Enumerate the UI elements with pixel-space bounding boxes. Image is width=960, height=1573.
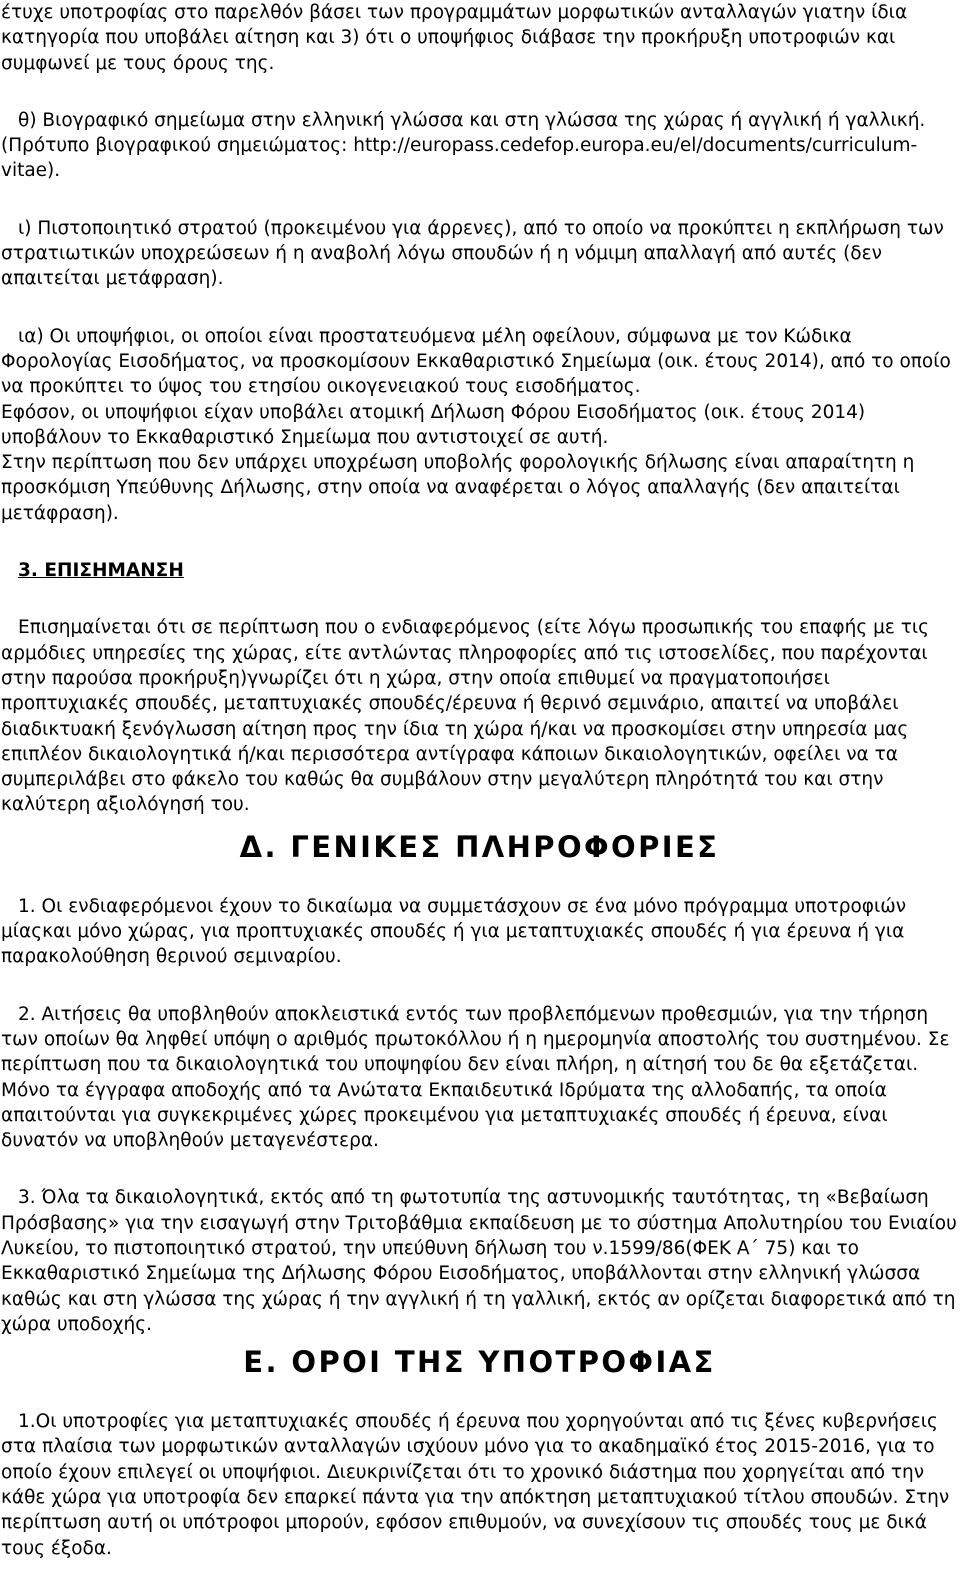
heading-general-info: Δ. ΓΕΝΙΚΕΣ ΠΛΗΡΟΦΟΡΙΕΣ [239,829,720,864]
section-heading-note: 3. ΕΠΙΣΗΜΑΝΣΗ [18,560,184,582]
paragraph-ia-tax-2: Εφόσον, οι υποψήφιοι είχαν υποβάλει ατομική Δήλωση Φόρου Εισοδήματος (οικ. έτους 2014) υποβάλουν το Εκκαθαριστικό Σημείωμα που αντιστοιχεί σε αυτή. [1,401,866,448]
paragraph-general-1: 1. Οι ενδιαφερόμενοι έχουν το δικαίωμα να συμμετάσχουν σε ένα μόνο πρόγραμμα υποτροφιών μίαςκαι μόνο χώρας, για προπτυχιακές σπουδές ή για μεταπτυχιακές σπουδές ή για έρευνα ή για παρακολούθηση θερινού σεμιναρίου. [1,895,907,968]
paragraph-intro: έτυχε υποτροφίας στο παρελθόν βάσει των προγραμμάτων μορφωτικών ανταλλαγών γιατην ίδια κατηγορία που υποβάλει αίτηση και 3) ότι ο υποψήφιος διάβασε την προκήρυξη υποτροφιών και συμφωνεί με τους όρους της. [1,2,908,74]
paragraph-note: Επισημαίνεται ότι σε περίπτωση που ο ενδιαφερόμενος (είτε λόγω προσωπικής του επαφής με τις αρμόδιες υπηρεσίες της χώρας, είτε αντλώντας πληροφορίες από τις ιστοσελίδες, που παρέχονται στην παρούσα προκήρυξη)γνωρίζει ότι η χώρα, στην οποία επιθυμεί να πραγματοποιήσει προπτυχιακές σπουδές, μεταπτυχιακές σπουδές/έρευνα ή θερινό σεμινάριο, απαιτεί να υποβάλει διαδικτυακή ξενόγλωσση αίτηση προς την ίδια τη χώρα ή/και να προσκομίσει στην υπηρεσία μας επιπλέον δικαιολογητικά ή/και περισσότερα αντίγραφα κάποιων δικαιολογητικών, οφείλει να τα συμπεριλάβει στο φάκελο του καθώς θα συμβάλουν στην μεγαλύτερη πληρότητά του και στην καλύτερη αξιολόγησή του. [1,617,929,816]
paragraph-general-2: 2. Αιτήσεις θα υποβληθούν αποκλειστικά εντός των προβλεπόμενων προθεσμιών, για την τήρηση των οποίων θα ληφθεί υπόψη ο αριθμός πρωτοκόλλου ή η ημερομηνία αποστολής του συστημένου. Σε περίπτωση που τα δικαιολογητικά του υποψηφίου δεν είναι πλήρη, η αίτησή του δε θα εξετάζεται. Μόνο τα έγγραφα αποδοχής από τα Ανώτατα Εκπαιδευτικά Ιδρύματα της αλλοδαπής, τα οποία απαιτούνται για συγκεκριμένες χώρες προκειμένου για μεταπτυχιακές σπουδές ή έρευνα, είναι δυνατόν να υποβληθούν μεταγενέστερα. [1,1003,950,1152]
paragraph-terms-1: 1.Οι υποτροφίες για μεταπτυχιακές σπουδές ή έρευνα που χορηγούνται από τις ξένες κυβερνήσεις στα πλαίσια των μορφωτικών ανταλλαγών ισχύουν μόνο για το ακαδημαϊκό έτος 2015-2016, για το οποίο έχουν επιλεγεί οι υποψήφιοι. Διευκρινίζεται ότι το χρονικό διάστημα που χορηγείται από την κάθε χώρα για υποτροφία δεν επαρκεί πάντα για την απόκτηση μεταπτυχιακού τίτλου σπουδών. Στην περίπτωση αυτή οι υπότροφοι μπορούν, εφόσον επιθυμούν, να συνεχίσουν τις σπουδές τους με δικά τους έξοδα. [1,1411,950,1559]
paragraph-general-3: 3. Όλα τα δικαιολογητικά, εκτός από τη φωτοτυπία της αστυνομικής ταυτότητας, τη «Βεβαίωση Πρόσβασης» για την εισαγωγή στην Τριτοβάθμια εκπαίδευση με το σύστημα Απολυτηρίου του Ενιαίου Λυκείου, το πιστοποιητικό στρατού, την υπεύθυνη δήλωση του ν.1599/86(ΦΕΚ Α΄ 75) και το Εκκαθαριστικό Σημείωμα της Δήλωσης Φόρου Εισοδήματος, υποβάλλονται στην ελληνική γλώσσα καθώς και στη γλώσσα της χώρας ή την αγγλική ή τη γαλλική, εκτός αν ορίζεται διαφορετικά από τη χώρα υποδοχής. [1,1187,957,1335]
paragraph-iota-military: ι) Πιστοποιητικό στρατού (προκειμένου για άρρενες), από το οποίο να προκύπτει η εκπλήρωση των στρατιωτικών υποχρεώσεων ή η αναβολή λόγω σπουδών ή η νόμιμη απαλλαγή από αυτές (δεν απαιτείται μετάφραση). [1,217,944,290]
heading-scholarship-terms: Ε. ΟΡΟΙ ΤΗΣ ΥΠΟΤΡΟΦΙΑΣ [243,1345,716,1380]
paragraph-theta-cv: θ) Βιογραφικό σημείωμα στην ελληνική γλώσσα και στη γλώσσα της χώρας ή αγγλική ή γαλλική. (Πρότυπο βιογραφικού σημειώματος: http://europass.cedefop.europa.eu/el/documents/curriculum-vitae). [1,109,926,182]
paragraph-ia-tax-3: Στην περίπτωση που δεν υπάρχει υποχρέωση υποβολής φορολογικής δήλωσης είναι απαραίτητη η προσκόμιση Υπεύθυνης Δήλωσης, στην οποία να αναφέρεται ο λόγος απαλλαγής (δεν απαιτείται μετάφραση). [1,452,915,524]
paragraph-ia-tax-1: ια) Οι υποψήφιοι, οι οποίοι είναι προστατευόμενα μέλη οφείλουν, σύμφωνα με τον Κώδικα Φορολογίας Εισοδήματος, να προσκομίσουν Εκκαθαριστικό Σημείωμα (οικ. έτους 2014), από το οποίο να προκύπτει το ύψος του ετησίου οικογενειακού τους εισοδήματος. [1,325,951,398]
